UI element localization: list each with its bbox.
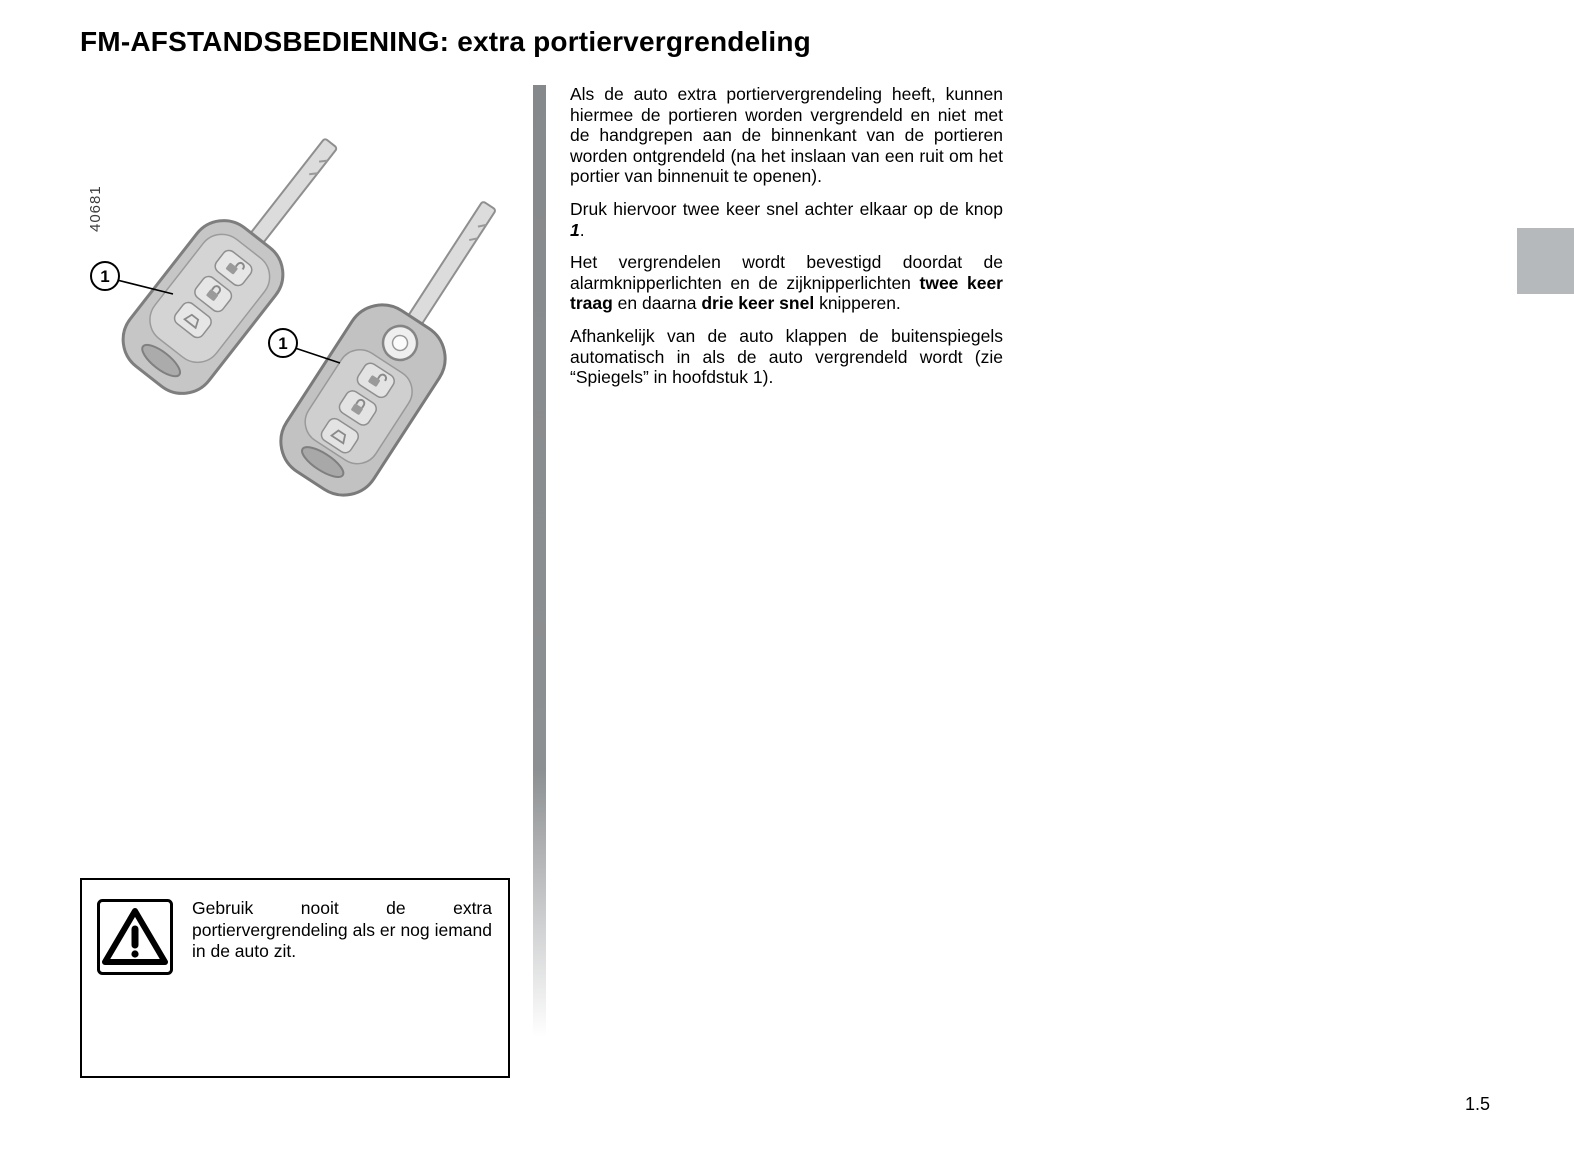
keyfob-illustration <box>78 82 533 527</box>
warning-box <box>80 878 510 1078</box>
keyfob-2 <box>267 177 533 509</box>
warning-text: Gebruik nooit de extra portiervergrendeling als er nog iemand in de auto zit. <box>192 898 492 961</box>
paragraph-4: Afhankelijk van de auto klappen de buitenspiegels automatisch in als de auto vergrendeld wordt (zie “Spiegels” in hoofdstuk 1). <box>570 325 1003 388</box>
callout-1-number: 1 <box>100 267 110 286</box>
callout-2-number: 1 <box>278 334 288 353</box>
key-blade <box>405 201 496 329</box>
chapter-edge-tab <box>1517 228 1574 294</box>
emphasis-twee-keer-traag: twee keer traag <box>570 272 1003 314</box>
paragraph-2-text: Druk hiervoor twee keer snel achter elkaar op de knop <box>570 198 1003 219</box>
paragraph-3 <box>570 252 1003 314</box>
key-blade <box>246 138 337 249</box>
body-text-column <box>570 84 1003 400</box>
warning-triangle-icon <box>96 898 174 976</box>
paragraph-3-text-c: knipperen. <box>814 293 901 314</box>
paragraph-2 <box>570 199 1003 240</box>
paragraph-2-end: . <box>579 219 585 240</box>
page-title: FM-AFSTANDSBEDIENING: extra portiervergrendeling <box>80 26 811 57</box>
paragraph-3-text-b: en daarna <box>612 293 702 314</box>
page-number: 1.5 <box>1464 1094 1490 1114</box>
figure-number: 40681 <box>87 185 104 232</box>
divider-bar <box>533 85 546 1037</box>
emphasis-drie-keer-snel: drie keer snel <box>701 293 815 314</box>
paragraph-3-text-a: Het vergrendelen wordt bevestigd doordat de alarmknipperlichten en de zijknipperlichten <box>570 252 1003 293</box>
button-1-reference: 1 <box>570 219 580 240</box>
paragraph-1: Als de auto extra portiervergrendeling heeft, kunnen hiermee de portieren worden vergrendeld en niet met de handgrepen aan de binnenkant van de portieren worden ontgrendeld (na het inslaan van een ruit om het portier van binnenuit te openen). <box>570 84 1003 187</box>
